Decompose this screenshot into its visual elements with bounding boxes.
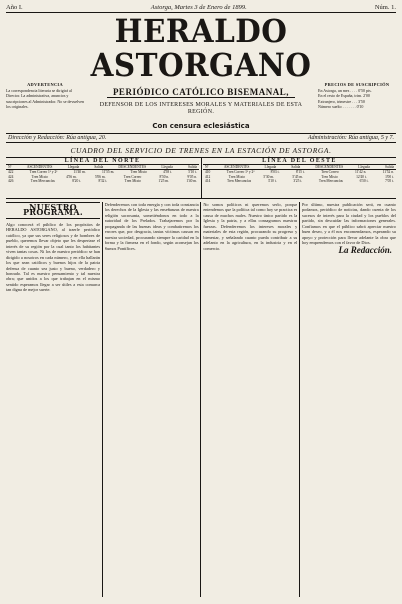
precio-line: Número suelto . . . . . . . 0'10 <box>318 103 364 109</box>
col-head: Llegada <box>358 165 370 169</box>
cell: 11'40 m. <box>73 170 86 174</box>
article-text: Algo conocerá el público de los propósitos de HERALDO ASTORGANO, al traerle periódico católico, ya que sus seres religiosos y de hombres de pueblo, queremos llevar objeto que les despertase el interés de su región por la cual tanto los habitantes viven tantas cosas. Ni los de nuestro periódico se han dirigido a nosotros en cada número, y en ella hallarán los que sean católicos y buenos hijos de la patria defensa de cuanto sea justo y bueno, verdadero y honrado. Tal es nuestro pensamiento y tal nuestra obra; que unidos a los que trabajan en el mismo sentido esperamos llegar a ser útiles a esta comarca tan digna de mejor suerte. <box>6 221 100 293</box>
subtitle-block <box>84 82 318 130</box>
precio-line: En Astorga, un mes . . . . 0'50 pts. <box>318 88 372 94</box>
cell: 5'30 m. <box>263 174 275 179</box>
cell: 4'58 t. <box>163 170 172 174</box>
train-schedule <box>6 157 396 199</box>
defensor-line: DEFENSOR DE LOS INTERESES MORALES Y MATERIALES DE ESTA REGIÓN. <box>99 102 303 115</box>
col-head: Salida <box>94 165 104 169</box>
col-head: Nº <box>204 165 209 169</box>
table-row <box>203 179 396 184</box>
linea-norte-table <box>6 158 199 198</box>
precio-line: En el resto de España, trim. 2'00 <box>318 93 370 99</box>
cell: Tren Mixto <box>321 174 338 179</box>
dateline: Astorga, Martes 3 de Enero de 1899. <box>150 4 247 11</box>
cell: 7'05 t. <box>385 179 394 184</box>
cell: Tren Mercancías <box>30 179 55 184</box>
article-text: Por último, nuestra publicación será, en cuanto podamos, periódico de noticias, dando cuenta de los sucesos de interés para la ciudad y los pueblos del partido, sin descuidar las informaciones generales. Confiamos en que el público sabrá apreciar nuestro buen deseo, y a él nos encomendamos, esperando su apoyo y protección para llevar adelante la obra que hoy emprendemos con el favor de Dios. <box>301 202 396 246</box>
direccion-address: Dirección y Redacción: Rúa antigua, 20. <box>8 135 107 141</box>
cell: 8'32 t. <box>98 179 108 184</box>
table-row <box>6 179 199 184</box>
censura-line: Con censura eclesiástica <box>152 122 250 130</box>
col-head: Llegada <box>264 165 277 169</box>
cell: 426 <box>8 179 14 184</box>
article-column-3 <box>203 202 297 597</box>
col-head: Nº <box>8 165 12 169</box>
cell: 8'03 t. <box>270 170 280 174</box>
administracion-address: Administración: Rúa antigua, 5 y 7. <box>307 135 394 141</box>
article-column-4 <box>302 202 396 597</box>
masthead-title: HERALDO ASTORGANO <box>90 12 312 84</box>
article-columns <box>6 202 396 597</box>
cell: Tren Correo <box>321 170 339 174</box>
advertencia-title: ADVERTENCIA <box>27 82 63 87</box>
col-head: Llegada <box>67 165 80 169</box>
cell: 1'00 t. <box>385 174 394 179</box>
col-head: ASCENDENTES <box>223 165 250 169</box>
col-head: DESCENDENTES <box>118 165 147 169</box>
table-divider <box>201 158 202 198</box>
col-head: Salida <box>384 165 394 169</box>
column-rule <box>200 202 201 597</box>
train-schedule-title: CUADRO DEL SERVICIO DE TRENES EN LA ESTACIÓN DE ASTORGA. <box>70 146 332 155</box>
cell: 412 <box>204 174 211 179</box>
cell: 1'40 m. <box>186 179 197 184</box>
subtitle-row <box>6 82 396 132</box>
issue-year: Año I. <box>6 4 23 11</box>
precios-title: PRECIOS DE SUSCRIPCIÓN <box>324 82 390 87</box>
col-head: DESCENDENTES <box>315 165 344 169</box>
linea-oeste-table <box>203 158 396 198</box>
cell: Tren Correo <box>123 174 142 179</box>
column-rule <box>102 202 103 597</box>
cell: 422 <box>8 170 14 174</box>
periodico-subtitle: PERIÓDICO CATÓLICO BISEMANAL, <box>107 87 295 98</box>
col-head: Llegada <box>161 165 173 169</box>
article-column-1 <box>6 202 100 597</box>
signature: La Redacción. <box>338 244 392 255</box>
advertencia-box <box>6 82 84 109</box>
cell: 9'05 n. <box>187 174 197 179</box>
address-row <box>6 133 396 143</box>
cell: Tren Mercancías <box>227 179 252 184</box>
cell: 8'15 t. <box>295 170 305 174</box>
cell: 5'10 t. <box>188 170 198 174</box>
cell: 11'42 n. <box>354 170 367 174</box>
advertencia-text: La correspondencia literaria se dirigirá al Director. La administrativa, anuncios y suscripciones al Administrador. No se devuelven los originales. <box>6 88 84 109</box>
article-column-2 <box>105 202 199 597</box>
cell: 11'52 n. <box>382 170 394 174</box>
cell: 8'50 n. <box>159 174 170 179</box>
linea-norte-title: LÍNEA DEL NORTE <box>6 158 199 165</box>
cell: 1'25 m. <box>158 179 169 184</box>
cell: 3'25 t. <box>293 179 303 184</box>
cell: 6'50 t. <box>359 179 369 184</box>
precio-line: Extranjero, trimestre . . . 3'50 <box>318 98 365 104</box>
issue-number: Núm. 1. <box>374 4 396 11</box>
cell: Tren Correo 1ª y 2ª <box>226 170 255 174</box>
cell: 410 <box>204 170 211 174</box>
cell: 11'55 m. <box>102 170 115 174</box>
article-title: NUESTRO PROGRAMA. <box>6 202 100 219</box>
column-rule <box>299 202 300 597</box>
precios-box <box>318 82 396 109</box>
col-head: ASCENDENTES <box>26 165 53 169</box>
cell: 5'06 m. <box>94 174 106 179</box>
cell: 414 <box>204 179 211 184</box>
cell: Tren Mixto <box>124 179 141 184</box>
cell: Tren Mixto <box>228 174 246 179</box>
cell: 424 <box>8 174 14 179</box>
cell: Tren Mercancías <box>318 179 343 184</box>
cell: 4'56 m. <box>66 174 77 179</box>
cell: Tren Mixto <box>130 170 147 174</box>
cell: Tren Correo 1ª y 2ª <box>29 170 58 174</box>
cell: 5'45 m. <box>292 174 304 179</box>
cell: 12'40 t. <box>356 174 367 179</box>
cell: Tren Mixto <box>31 174 48 179</box>
article-text: No somos políticos ni queremos serlo, porque entendemos que la política tal como hoy se practica es causa de muchos males. Nuestro único partido es la Iglesia y la patria, y a ellas consagramos nuestras fuerzas. Defenderemos los intereses morales y materiales de esta región, procurando su progreso y bienestar, y señalando cuanto pueda contribuir a su adelanto en la agricultura, en la industria y en el comercio. <box>203 202 298 251</box>
cell: 8'20 t. <box>72 179 82 184</box>
col-head: Salida <box>291 165 301 169</box>
linea-oeste-title: LÍNEA DEL OESTE <box>203 158 396 165</box>
cell: 3'10 t. <box>267 179 277 184</box>
newspaper-page <box>6 4 396 596</box>
col-head: Salida <box>188 165 198 169</box>
article-text: Defenderemos con toda energía y con toda constancia los derechos de la Iglesia y las enseñanzas de nuestra religión sacrosanta, sometiéndonos en todo a la autoridad de los Prelados. Trabajaremos por la propaganda de las buenas ideas y combatiremos los errores que, por desgracia, tantas víctimas causan en nuestra sociedad, procurando siempre la caridad en la forma y la firmeza en el fondo, según aconsejan los Sumos Pontífices. <box>104 202 199 251</box>
